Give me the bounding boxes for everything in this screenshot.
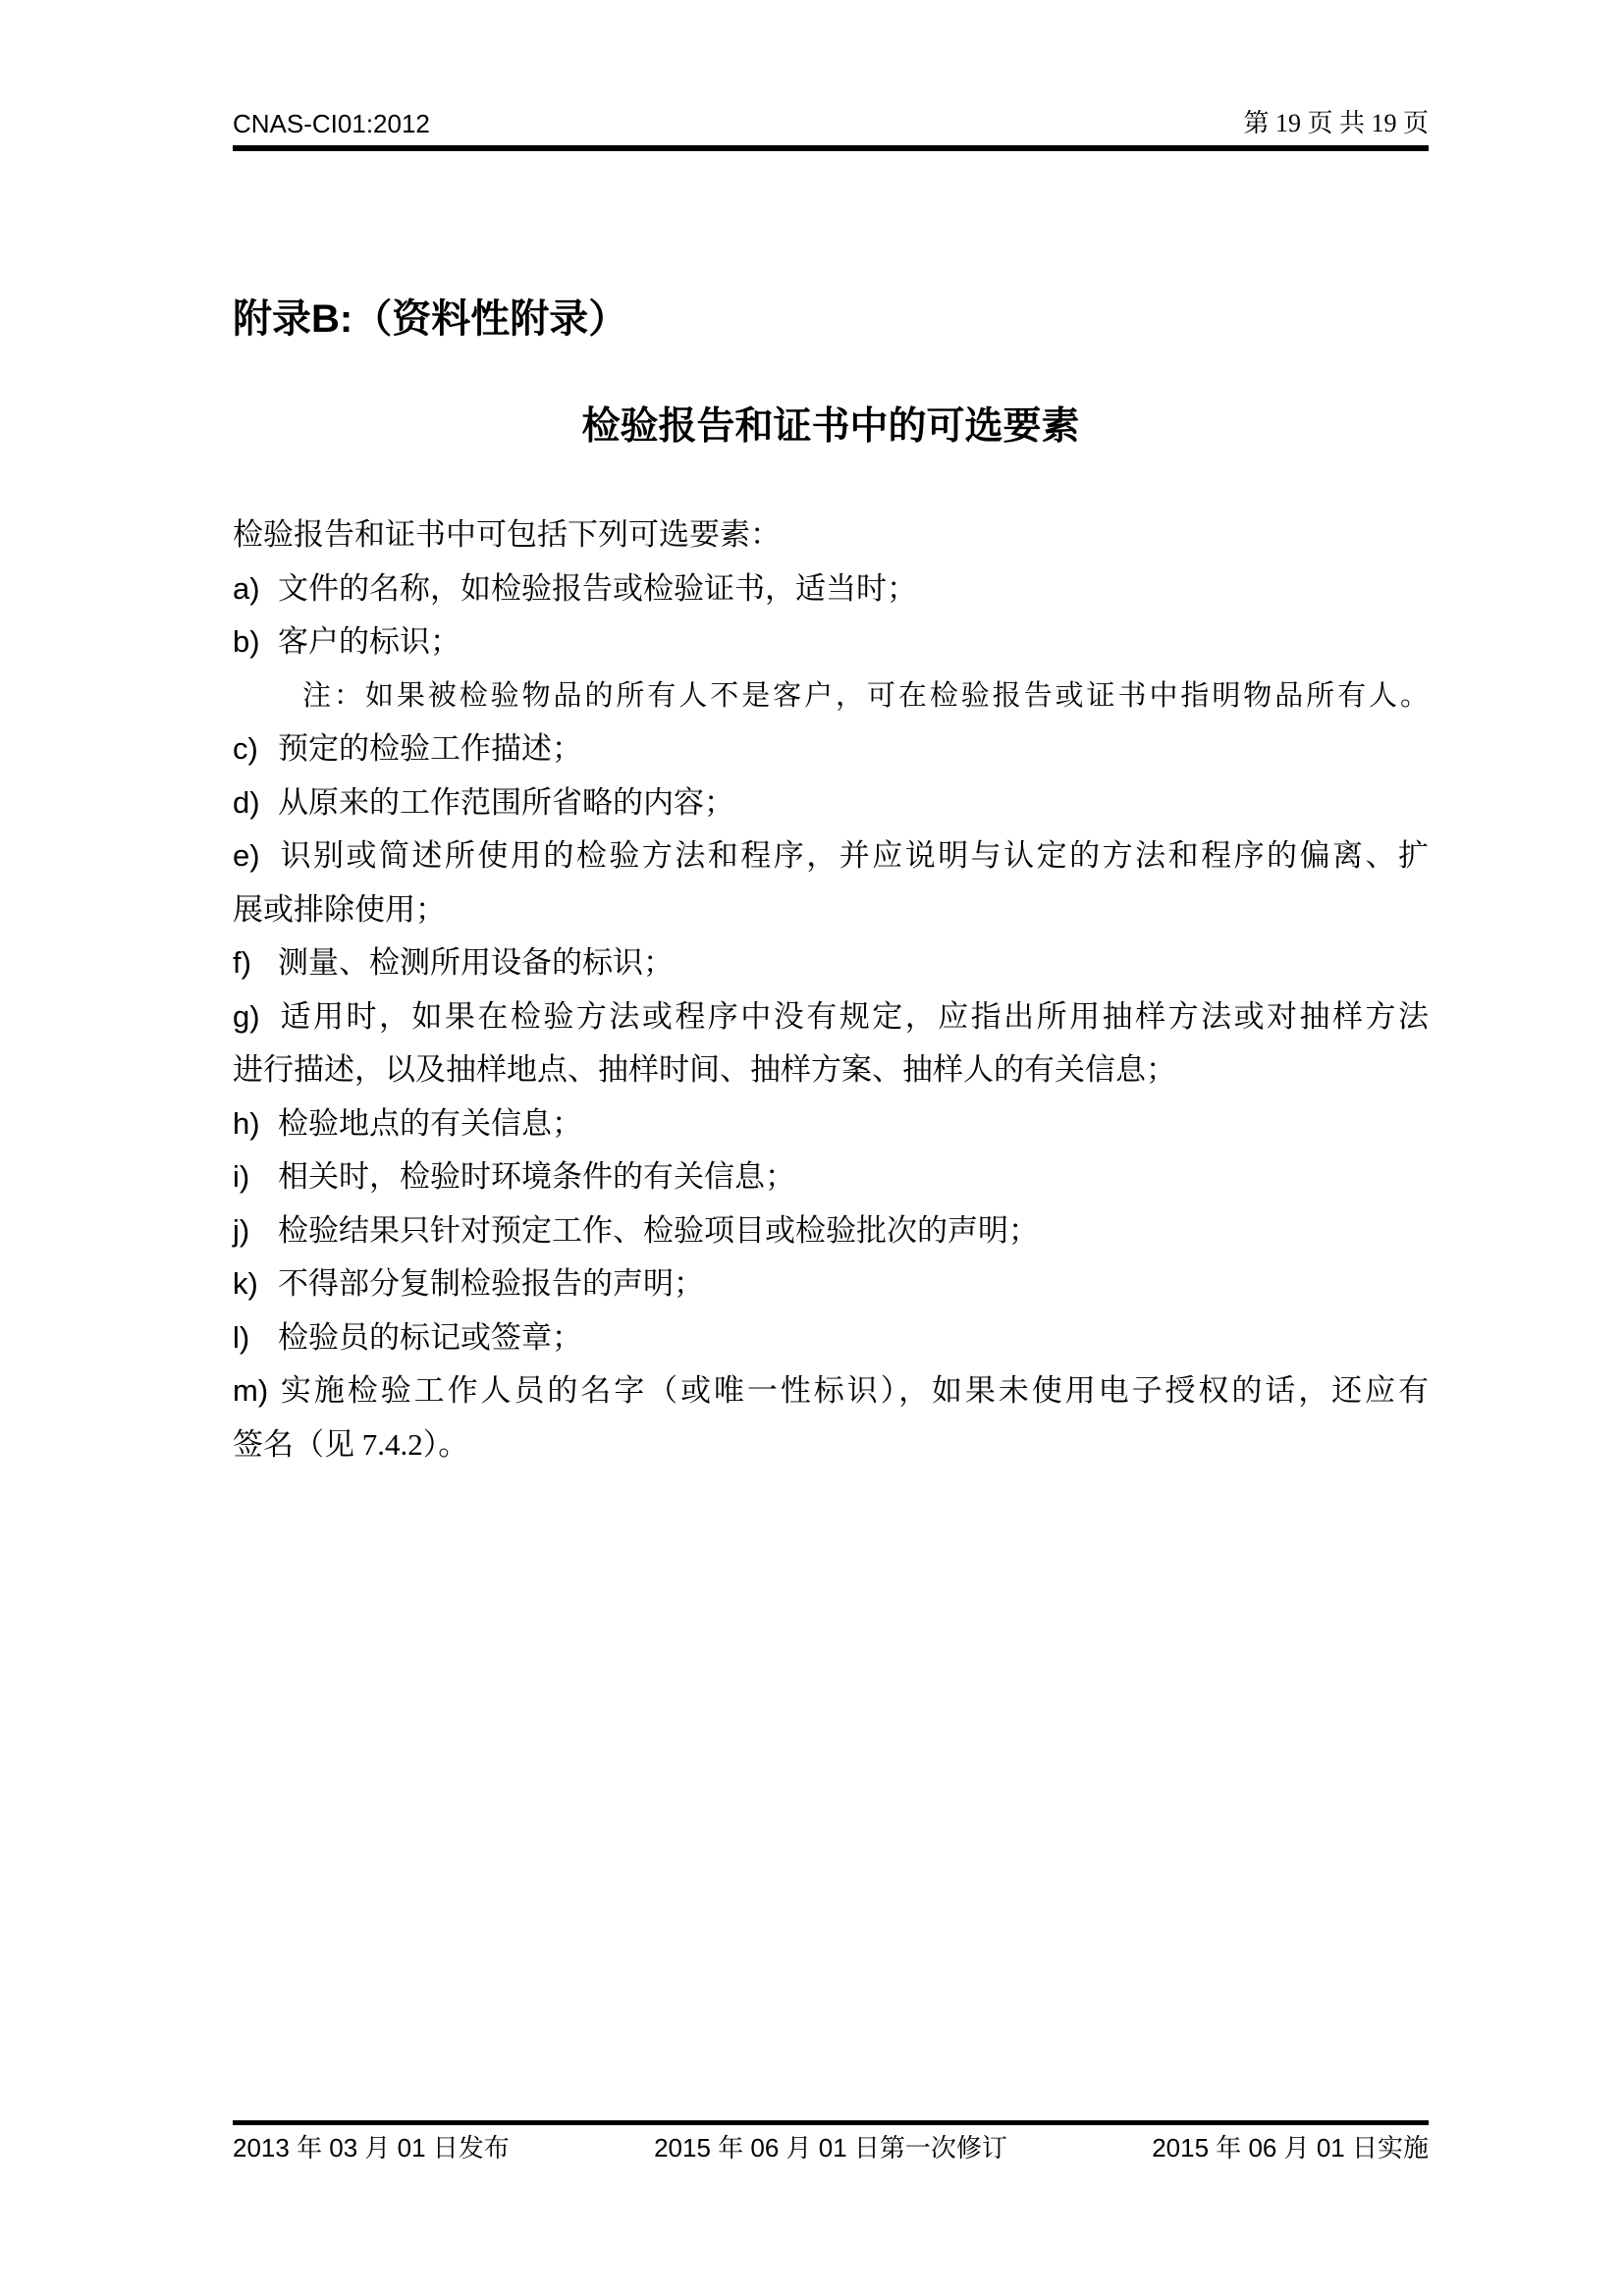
note-line <box>233 669 1429 723</box>
item-text: 检验员的标记或签章； <box>278 1319 582 1355</box>
list-item-g <box>233 990 1429 1044</box>
item-text: 识别或简述所使用的检验方法和程序，并应说明与认定的方法和程序的偏离、扩 <box>278 838 1429 873</box>
list-item-c <box>233 722 1429 776</box>
text-line <box>233 883 1429 937</box>
item-text: 预定的检验工作描述； <box>278 731 582 766</box>
appendix-title: 附录B:（资料性附录） <box>233 297 628 341</box>
item-text: 检验结果只针对预定工作、检验项目或检验批次的声明； <box>278 1212 1039 1248</box>
text-line <box>233 1043 1429 1097</box>
page-header <box>233 108 1429 151</box>
item-label: d) <box>233 784 260 820</box>
item-label: h) <box>233 1105 260 1141</box>
item-label: c) <box>233 731 258 766</box>
item-label: a) <box>233 570 260 606</box>
list-item-a <box>233 562 1429 616</box>
doc-code: CNAS-CI01:2012 <box>233 109 430 138</box>
item-label: f) <box>233 945 251 980</box>
item-text: 实施检验工作人员的名字（或唯一性标识），如果未使用电子授权的话，还应有 <box>278 1373 1429 1408</box>
item-text: 检验报告和证书中可包括下列可选要素： <box>233 517 781 552</box>
list-item-j <box>233 1204 1429 1258</box>
item-text: 文件的名称，如检验报告或检验证书，适当时； <box>278 570 917 606</box>
footer-implemented-date: 2015 年 06 月 01 日实施 <box>1152 2133 1429 2163</box>
list-item-f <box>233 936 1429 990</box>
item-label: g) <box>233 998 260 1034</box>
text-line <box>233 508 1429 562</box>
list-item-l <box>233 1311 1429 1365</box>
item-text: 适用时，如果在检验方法或程序中没有规定，应指出所用抽样方法或对抽样方法 <box>278 998 1429 1034</box>
item-label: j) <box>233 1212 250 1248</box>
footer-revised-date: 2015 年 06 月 01 日第一次修订 <box>654 2133 1007 2163</box>
body-lines <box>233 508 1429 1471</box>
item-label: l) <box>233 1319 250 1355</box>
item-text: 进行描述，以及抽样地点、抽样时间、抽样方案、抽样人的有关信息； <box>233 1052 1176 1087</box>
text-line <box>233 1418 1429 1472</box>
item-text: 签名（见 7.4.2）。 <box>233 1426 469 1462</box>
item-text: 从原来的工作范围所省略的内容； <box>278 784 734 820</box>
item-label: i) <box>233 1159 250 1194</box>
list-item-m <box>233 1364 1429 1418</box>
item-text: 注：如果被检验物品的所有人不是客户，可在检验报告或证书中指明物品所有人。 <box>302 679 1429 712</box>
list-item-d <box>233 776 1429 830</box>
item-text: 测量、检测所用设备的标识； <box>278 945 674 980</box>
item-text: 客户的标识； <box>278 624 460 659</box>
section-heading: 检验报告和证书中的可选要素 <box>581 405 1080 448</box>
list-item-k <box>233 1257 1429 1311</box>
page-footer <box>233 2120 1429 2163</box>
item-text: 展或排除使用； <box>233 891 446 927</box>
list-item-e <box>233 829 1429 883</box>
list-item-b <box>233 615 1429 669</box>
item-label: e) <box>233 838 260 873</box>
item-label: k) <box>233 1266 258 1301</box>
item-text: 相关时，检验时环境条件的有关信息； <box>278 1159 795 1194</box>
list-item-h <box>233 1097 1429 1151</box>
item-text: 检验地点的有关信息； <box>278 1105 582 1141</box>
item-label: m) <box>233 1373 269 1408</box>
list-item-i <box>233 1150 1429 1204</box>
item-label: b) <box>233 624 260 659</box>
footer-published-date: 2013 年 03 月 01 日发布 <box>233 2133 510 2163</box>
item-text: 不得部分复制检验报告的声明； <box>278 1266 704 1301</box>
page-indicator: 第 19 页 共 19 页 <box>1243 109 1429 137</box>
